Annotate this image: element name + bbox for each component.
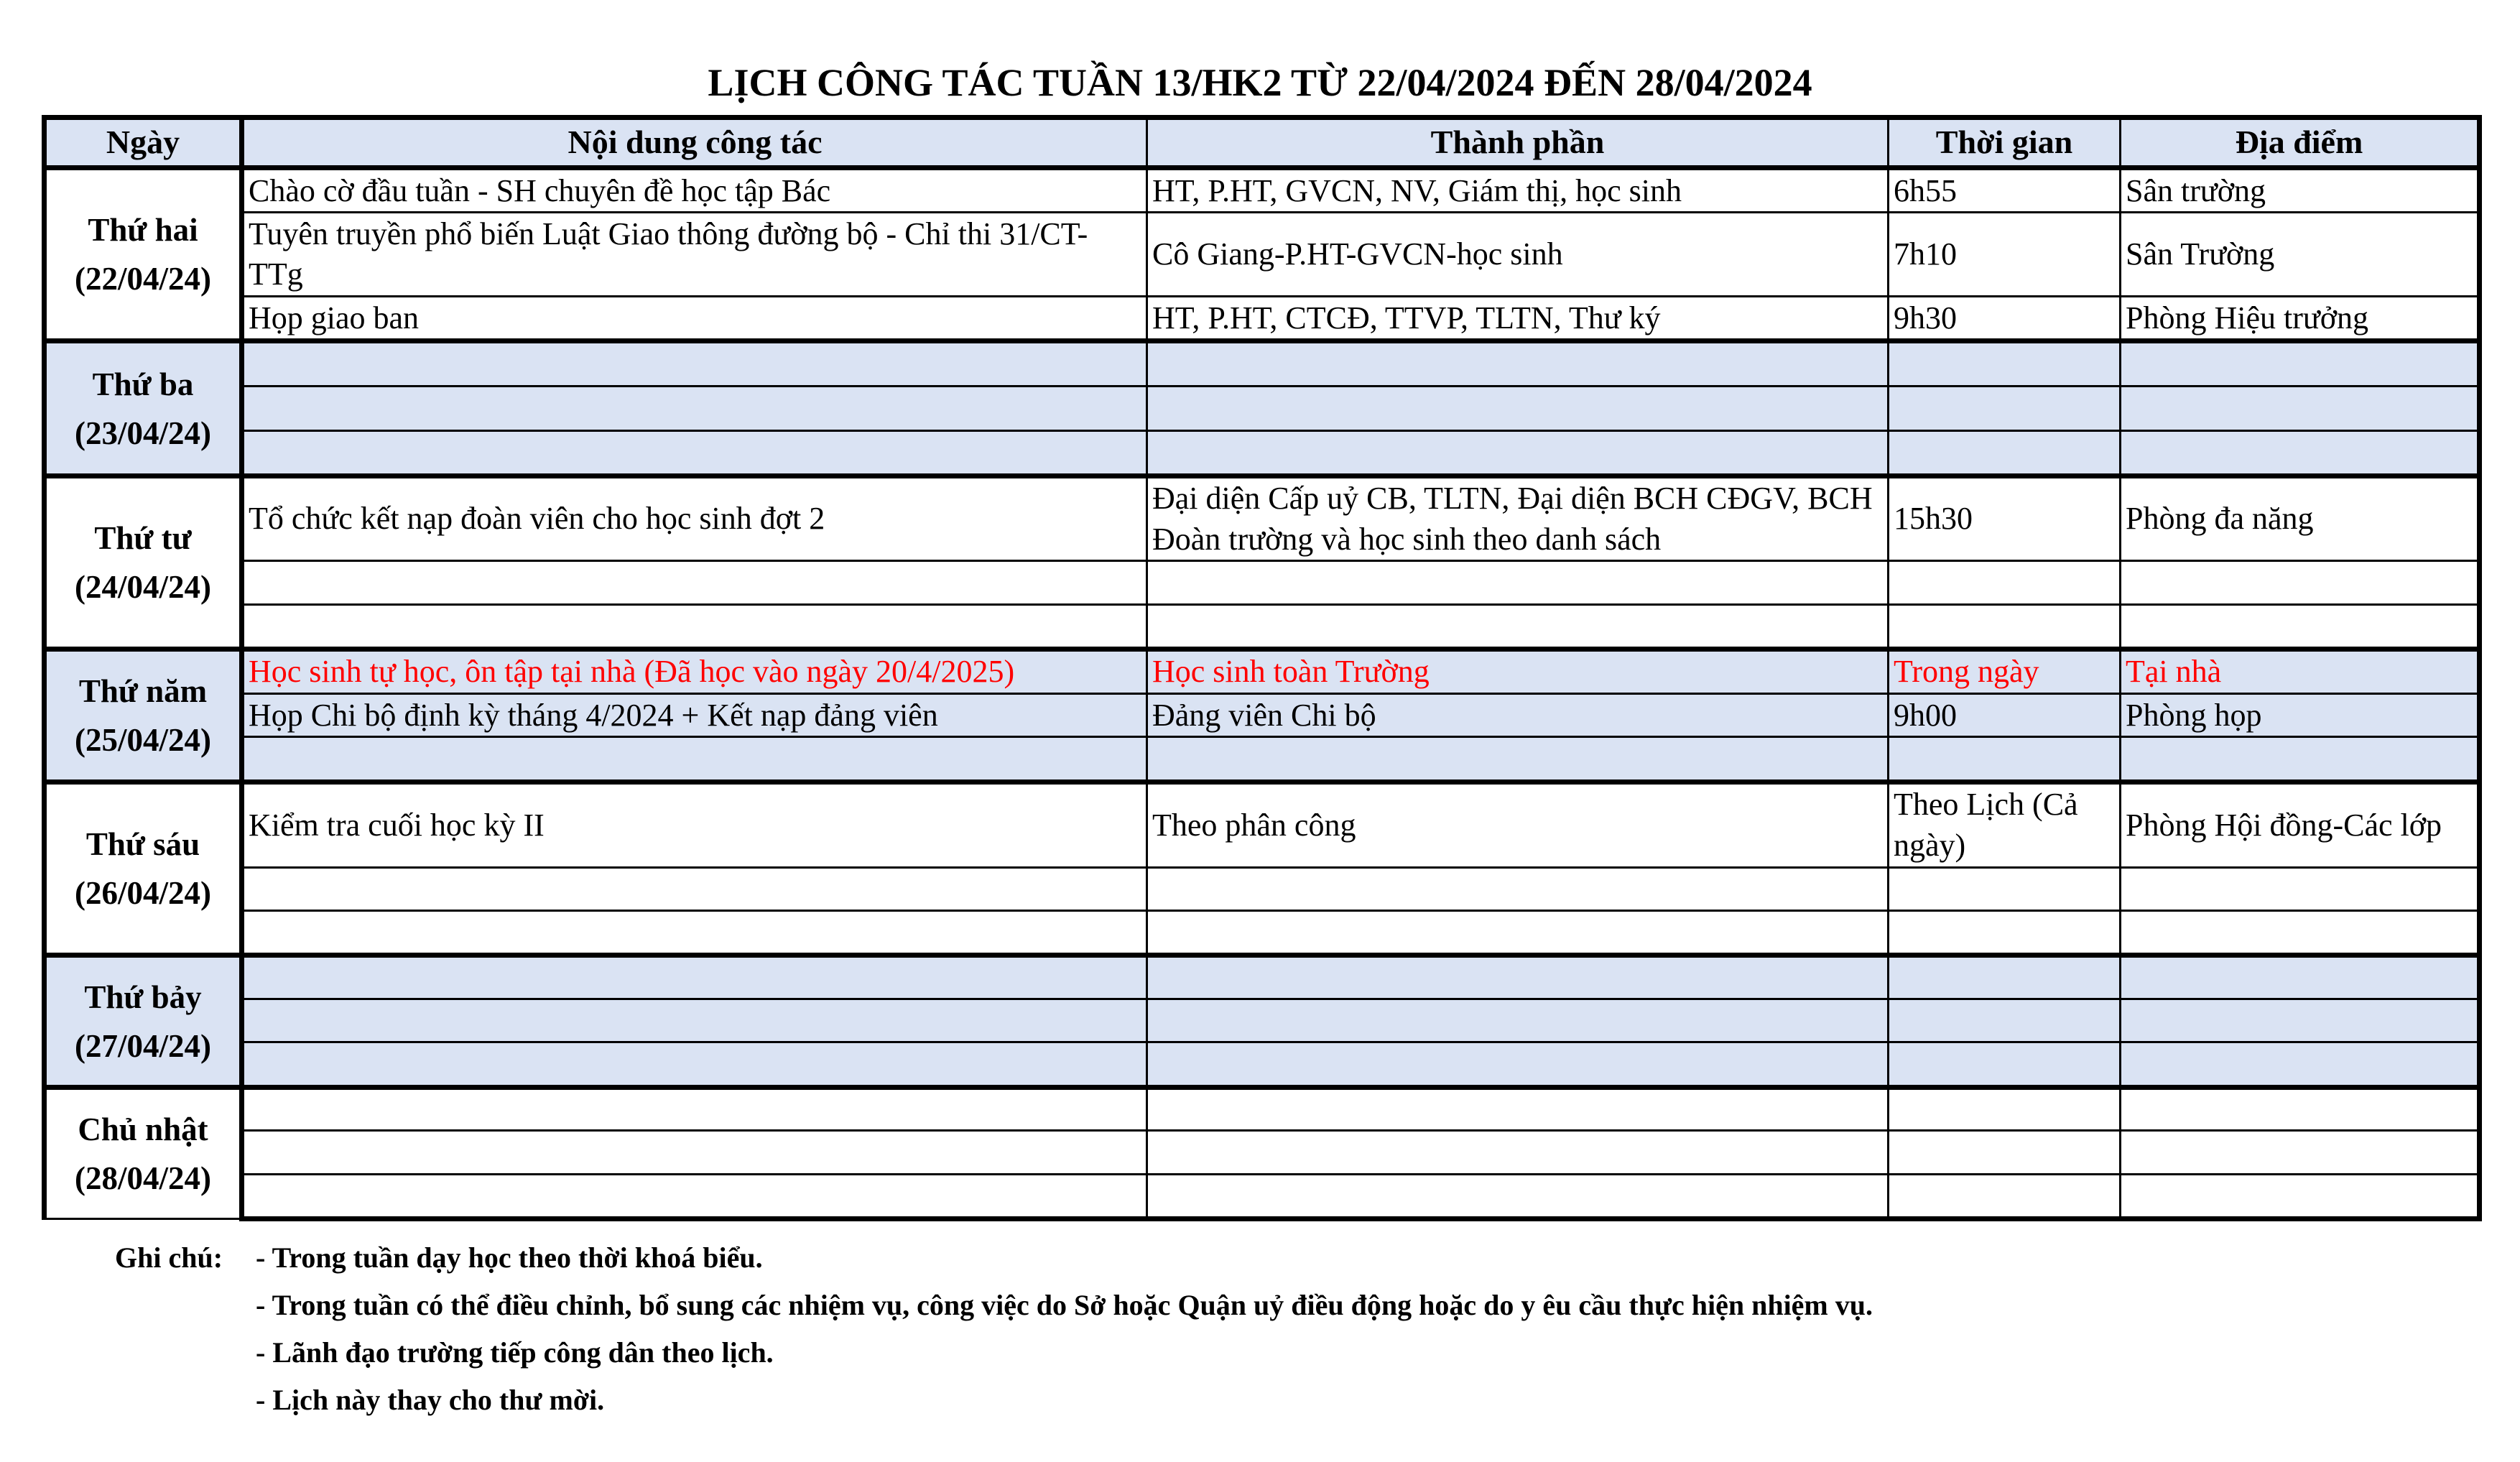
- content-cell: [242, 561, 1147, 604]
- location-cell: [2121, 561, 2480, 604]
- column-header-time: Thời gian: [1889, 118, 2121, 168]
- participants-cell: Đảng viên Chi bộ: [1147, 694, 1889, 737]
- column-header-participants: Thành phần: [1147, 118, 1889, 168]
- content-cell: [242, 999, 1147, 1042]
- participants-cell: [1147, 1042, 1889, 1087]
- day-name: Thứ ba: [92, 366, 194, 402]
- location-cell: [2121, 1042, 2480, 1087]
- schedule-table: [42, 115, 2482, 1221]
- content-cell: Chào cờ đầu tuần - SH chuyên đề học tập Bác: [242, 168, 1147, 213]
- location-cell: Phòng Hiệu trưởng: [2121, 296, 2480, 341]
- location-cell: [2121, 867, 2480, 910]
- time-cell: Theo Lịch (Cả ngày): [1889, 782, 2121, 867]
- participants-cell: [1147, 999, 1889, 1042]
- column-header-location: Địa điểm: [2121, 118, 2480, 168]
- content-cell: [242, 737, 1147, 782]
- content-cell: Học sinh tự học, ôn tập tại nhà (Đã học vào ngày 20/4/2025): [242, 649, 1147, 694]
- time-cell: [1889, 1174, 2121, 1219]
- table-row: [45, 296, 2480, 341]
- content-cell: [242, 911, 1147, 956]
- participants-cell: HT, P.HT, GVCN, NV, Giám thị, học sinh: [1147, 168, 1889, 213]
- participants-cell: Theo phân công: [1147, 782, 1889, 867]
- day-date: (22/04/24): [75, 261, 211, 297]
- table-row: [45, 431, 2480, 476]
- day-name: Thứ hai: [88, 212, 198, 249]
- participants-cell: [1147, 604, 1889, 649]
- participants-cell: [1147, 561, 1889, 604]
- participants-cell: [1147, 1131, 1889, 1174]
- participants-cell: Học sinh toàn Trường: [1147, 649, 1889, 694]
- participants-cell: [1147, 867, 1889, 910]
- time-cell: 15h30: [1889, 476, 2121, 561]
- location-cell: [2121, 1087, 2480, 1130]
- day-name: Chủ nhật: [78, 1111, 208, 1147]
- location-cell: [2121, 911, 2480, 956]
- table-row: [45, 1087, 2480, 1130]
- table-row: [45, 737, 2480, 782]
- location-cell: Phòng họp: [2121, 694, 2480, 737]
- table-row: [45, 1174, 2480, 1219]
- day-cell: [45, 782, 242, 956]
- participants-cell: [1147, 386, 1889, 430]
- table-row: [45, 956, 2480, 999]
- content-cell: [242, 1087, 1147, 1130]
- table-row: [45, 386, 2480, 430]
- time-cell: 7h10: [1889, 213, 2121, 297]
- time-cell: 9h00: [1889, 694, 2121, 737]
- location-cell: [2121, 737, 2480, 782]
- participants-cell: [1147, 341, 1889, 386]
- location-cell: Phòng Hội đồng-Các lớp: [2121, 782, 2480, 867]
- day-date: (23/04/24): [75, 415, 211, 451]
- location-cell: [2121, 604, 2480, 649]
- participants-cell: [1147, 1087, 1889, 1130]
- table-row: [45, 1131, 2480, 1174]
- location-cell: Tại nhà: [2121, 649, 2480, 694]
- note-item: - Trong tuần có thể điều chỉnh, bổ sung các nhiệm vụ, công việc do Sở hoặc Quận uỷ điều động hoặc do y êu cầu thực hiện nhiệm vụ.: [256, 1289, 1873, 1321]
- table-header-row: [45, 118, 2480, 168]
- time-cell: [1889, 911, 2121, 956]
- table-row: [45, 1042, 2480, 1087]
- day-date: (26/04/24): [75, 875, 211, 912]
- table-row: [45, 341, 2480, 386]
- location-cell: [2121, 386, 2480, 430]
- table-row: [45, 213, 2480, 297]
- participants-cell: Đại diện Cấp uỷ CB, TLTN, Đại diện BCH CĐGV, BCH Đoàn trường và học sinh theo danh sách: [1147, 476, 1889, 561]
- note-item: - Lịch này thay cho thư mời.: [256, 1384, 605, 1416]
- day-name: Thứ tư: [94, 519, 192, 556]
- table-row: [45, 867, 2480, 910]
- time-cell: [1889, 1131, 2121, 1174]
- table-row: [45, 168, 2480, 213]
- participants-cell: [1147, 956, 1889, 999]
- location-cell: Sân Trường: [2121, 213, 2480, 297]
- location-cell: Phòng đa năng: [2121, 476, 2480, 561]
- table-row: [45, 782, 2480, 867]
- table-row: [45, 561, 2480, 604]
- time-cell: [1889, 431, 2121, 476]
- time-cell: [1889, 1042, 2121, 1087]
- day-name: Thứ bảy: [84, 978, 202, 1015]
- location-cell: [2121, 1131, 2480, 1174]
- time-cell: 9h30: [1889, 296, 2121, 341]
- location-cell: Sân trường: [2121, 168, 2480, 213]
- day-date: (25/04/24): [75, 722, 211, 759]
- note-item: - Lãnh đạo trường tiếp công dân theo lịch.: [256, 1336, 774, 1369]
- content-cell: [242, 1042, 1147, 1087]
- content-cell: Kiểm tra cuối học kỳ II: [242, 782, 1147, 867]
- day-cell: [45, 341, 242, 476]
- table-row: [45, 999, 2480, 1042]
- time-cell: 6h55: [1889, 168, 2121, 213]
- content-cell: [242, 386, 1147, 430]
- time-cell: [1889, 341, 2121, 386]
- column-header-day: Ngày: [45, 118, 242, 168]
- note-item: - Trong tuần dạy học theo thời khoá biểu.: [256, 1241, 763, 1274]
- content-cell: [242, 604, 1147, 649]
- time-cell: [1889, 604, 2121, 649]
- content-cell: Tuyên truyền phổ biến Luật Giao thông đường bộ - Chỉ thi 31/CT-TTg: [242, 213, 1147, 297]
- time-cell: [1889, 737, 2121, 782]
- day-cell: [45, 1087, 242, 1218]
- time-cell: [1889, 1087, 2121, 1130]
- day-cell: [45, 956, 242, 1087]
- participants-cell: [1147, 911, 1889, 956]
- content-cell: [242, 1131, 1147, 1174]
- location-cell: [2121, 341, 2480, 386]
- time-cell: [1889, 561, 2121, 604]
- location-cell: [2121, 956, 2480, 999]
- content-cell: [242, 431, 1147, 476]
- content-cell: Họp Chi bộ định kỳ tháng 4/2024 + Kết nạp đảng viên: [242, 694, 1147, 737]
- time-cell: [1889, 956, 2121, 999]
- participants-cell: [1147, 1174, 1889, 1219]
- day-name: Thứ sáu: [85, 826, 200, 863]
- table-row: [45, 649, 2480, 694]
- participants-cell: [1147, 737, 1889, 782]
- content-cell: Tổ chức kết nạp đoàn viên cho học sinh đợt 2: [242, 476, 1147, 561]
- location-cell: [2121, 431, 2480, 476]
- content-cell: Họp giao ban: [242, 296, 1147, 341]
- table-row: [45, 476, 2480, 561]
- content-cell: [242, 1174, 1147, 1219]
- participants-cell: HT, P.HT, CTCĐ, TTVP, TLTN, Thư ký: [1147, 296, 1889, 341]
- participants-cell: Cô Giang-P.HT-GVCN-học sinh: [1147, 213, 1889, 297]
- day-date: (27/04/24): [75, 1027, 211, 1064]
- time-cell: [1889, 867, 2121, 910]
- notes-label: Ghi chú:: [115, 1241, 223, 1274]
- time-cell: Trong ngày: [1889, 649, 2121, 694]
- content-cell: [242, 956, 1147, 999]
- page-title: LỊCH CÔNG TÁC TUẦN 13/HK2 TỪ 22/04/2024 ĐẾN 28/04/2024: [708, 61, 1812, 104]
- table-row: [45, 694, 2480, 737]
- day-name: Thứ năm: [78, 673, 208, 710]
- column-header-content: Nội dung công tác: [242, 118, 1147, 168]
- location-cell: [2121, 999, 2480, 1042]
- time-cell: [1889, 999, 2121, 1042]
- day-cell: [45, 476, 242, 649]
- content-cell: [242, 867, 1147, 910]
- time-cell: [1889, 386, 2121, 430]
- location-cell: [2121, 1174, 2480, 1219]
- day-cell: [45, 649, 242, 782]
- participants-cell: [1147, 431, 1889, 476]
- day-date: (24/04/24): [75, 568, 211, 605]
- day-cell: [45, 168, 242, 341]
- content-cell: [242, 341, 1147, 386]
- day-date: (28/04/24): [75, 1160, 211, 1196]
- table-row: [45, 911, 2480, 956]
- table-row: [45, 604, 2480, 649]
